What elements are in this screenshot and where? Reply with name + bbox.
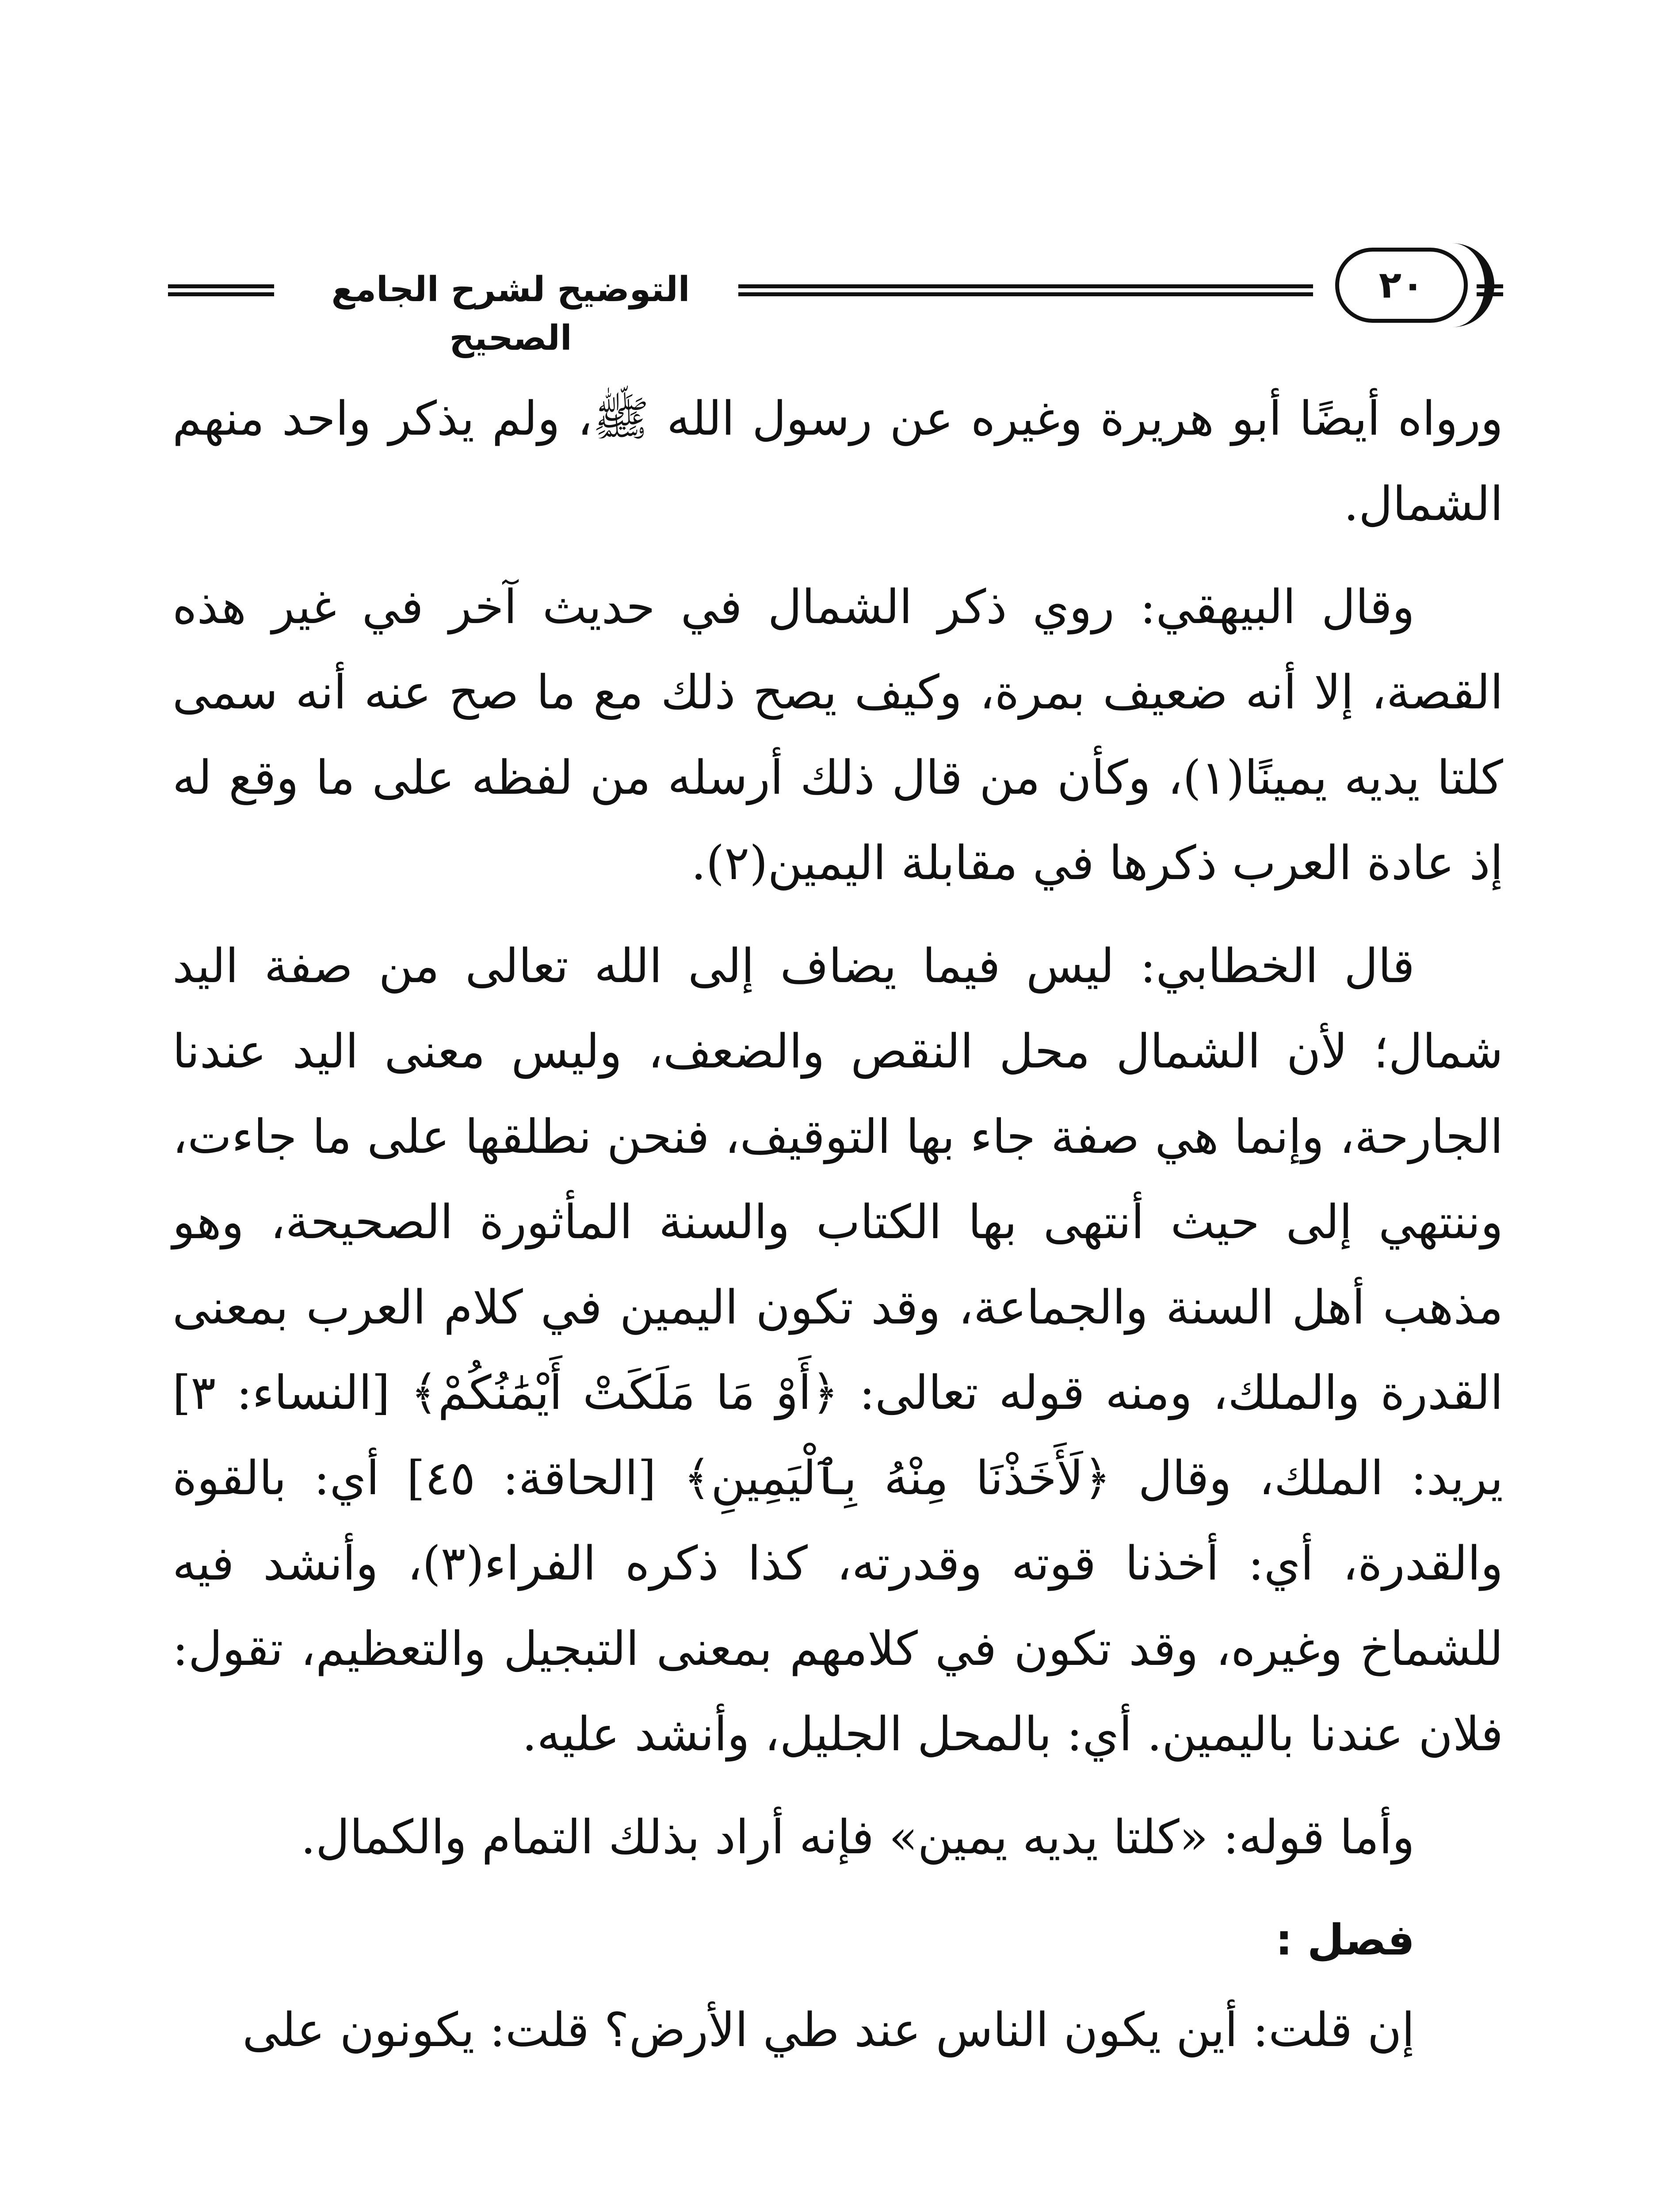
book-title: التوضيح لشرح الجامع الصحيح: [331, 270, 690, 358]
paragraph: قال الخطابي: ليس فيما يضاف إلى الله تعالى من صفة اليد شمال؛ لأن الشمال محل النقص والضعف، وليس معنى اليد عندنا الجارحة، وإنما هي صفة جاء بها التوقيف، فنحن نطلقها على ما جاءت، وننتهي إلى حيث أنتهى بها الكتاب والسنة المأثورة الصحيحة، وهو مذهب أهل السنة والجماعة، وقد تكون اليمين في كلام العرب بمعنى القدرة والملك، ومنه قوله تعالى: ﴿أَوْ مَا مَلَكَتْ أَيْمَٰنُكُمْ﴾ [النساء: ٣] يريد: الملك، وقال ﴿لَأَخَذْنَا مِنْهُ بِٱلْيَمِينِ﴾ [الحاقة: ٤٥] أي: بالقوة والقدرة، أي: أخذنا قوته وقدرته، كذا ذكره الفراء(٣)، وأنشد فيه للشماخ وغيره، وقد تكون في كلامهم بمعنى التبجيل والتعظيم، تقول: فلان عندنا باليمين. أي: بالمحل الجليل، وأنشد عليه.: [172, 939, 1503, 1761]
paragraph: وأما قوله: «كلتا يديه يمين» فإنه أراد بذلك التمام والكمال.: [301, 1810, 1415, 1864]
section-heading: فصل :: [1275, 1915, 1415, 1965]
page-header: [168, 248, 1503, 358]
paragraph: وقال البيهقي: روي ذكر الشمال في حديث آخر في غير هذه القصة، إلا أنه ضعيف بمرة، وكيف يصح ذلك مع ما صح عنه أنه سمى كلتا يديه يمينًا(١)، وكأن من قال ذلك أرسله من لفظه على ما وقع له إذ عادة العرب ذكرها في مقابلة اليمين(٢).: [172, 580, 1504, 890]
page-number: ٢٠: [1335, 248, 1468, 323]
header-rule-left: [168, 284, 274, 296]
main-text: [172, 376, 1503, 2073]
paragraph: ورواه أيضًا أبو هريرة وغيره عن رسول الله ﷺ، ولم يذكر واحد منهم الشمال.: [172, 391, 1503, 531]
header-rule-right: [1477, 284, 1503, 296]
header-rule-middle: [738, 284, 1313, 296]
paragraph: إن قلت: أين يكون الناس عند طي الأرض؟ قلت: يكونون على: [242, 2003, 1415, 2057]
